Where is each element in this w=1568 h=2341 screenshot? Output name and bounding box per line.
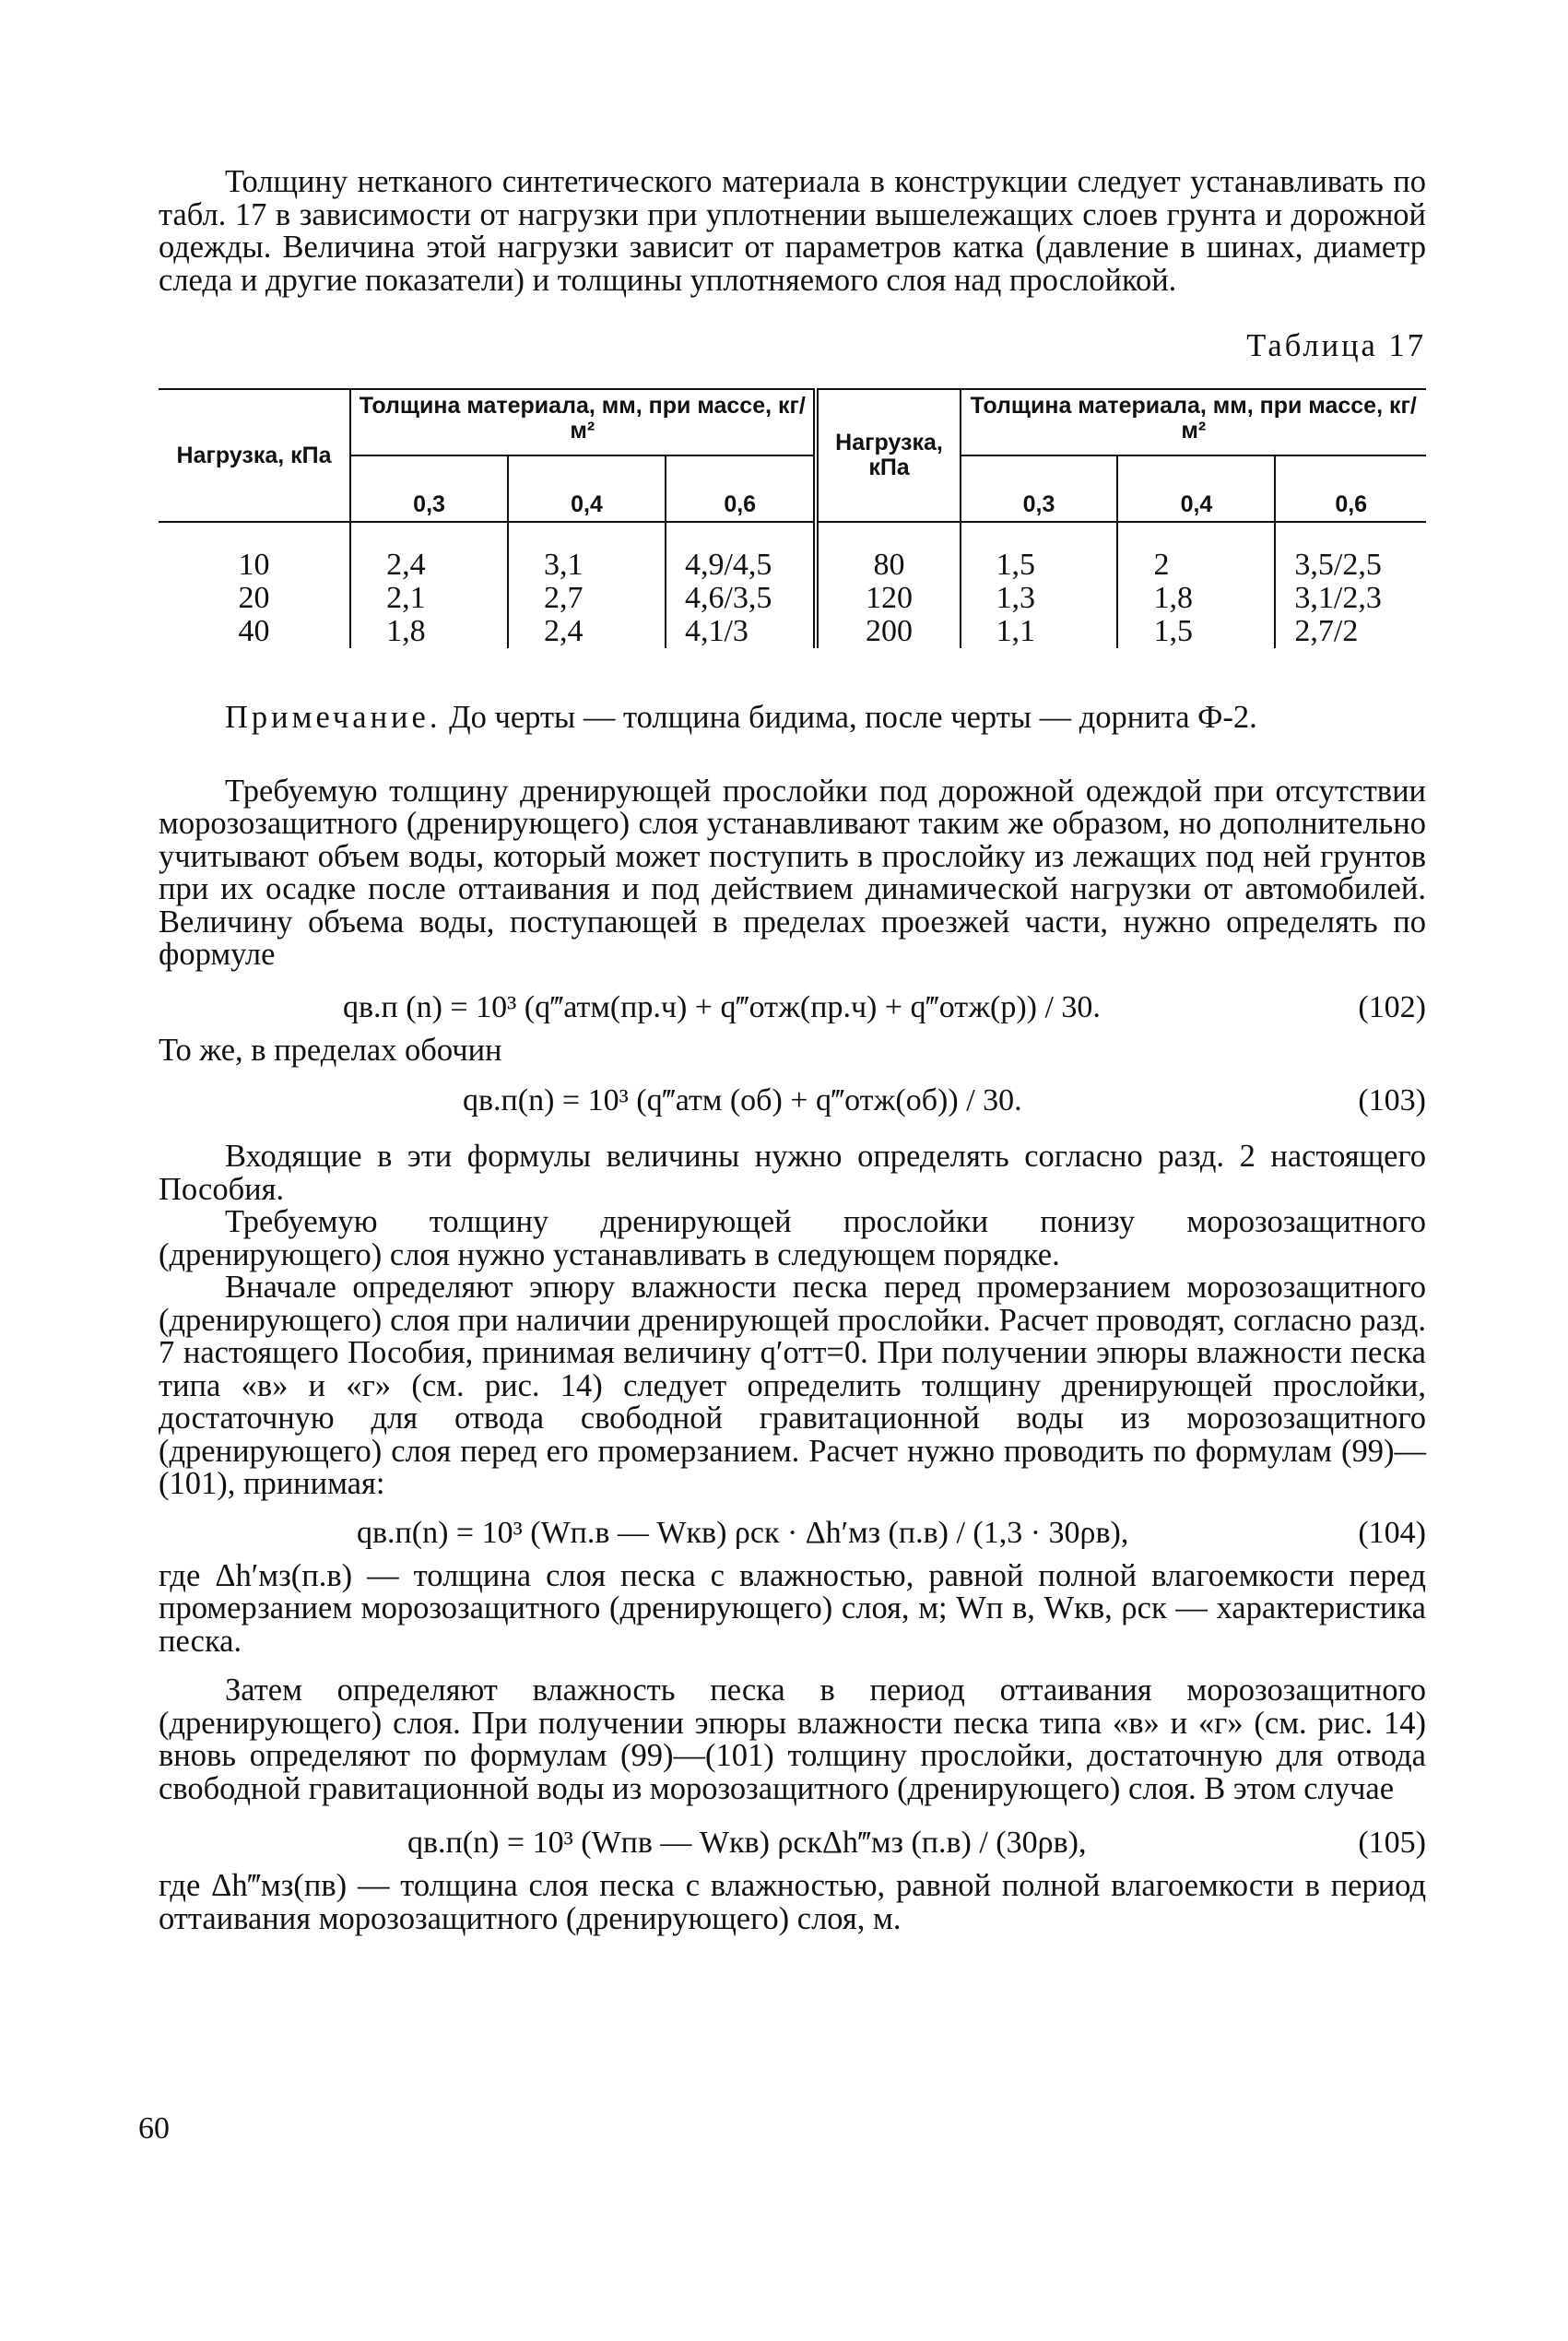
header-load-right: Нагрузка, кПа <box>816 389 960 522</box>
note-label: Примечание. <box>225 700 442 735</box>
paragraph-7: где Δh′мз(п.в) — толщина слоя песка с влажностью, равной полной влагоемкости перед промерзанием морозозащитного (дренирующего) слоя, м; Wп в, Wкв, ρск — характеристика песка. <box>159 1557 1426 1659</box>
paragraph-5: Требуемую толщину дренирующей прослойки понизу морозозащитного (дренирующего) слоя нужно устанавливать в следующем порядке. <box>159 1204 1426 1272</box>
formula-103 <box>159 1074 1426 1128</box>
header-thickness-right: Толщина материала, мм, при массе, кг/м² <box>961 389 1426 455</box>
formula-105-number: (105) <box>1358 1826 1426 1860</box>
header-mass-06-right: 0,6 <box>1275 455 1426 522</box>
load-cell-right: 80 120 200 <box>816 522 960 648</box>
header-mass-03-right: 0,3 <box>961 455 1118 522</box>
formula-104-number: (104) <box>1358 1515 1426 1550</box>
paragraph-8: Затем определяют влажность песка в период оттаивания морозозащитного (дренирующего) слоя. При получении эпюры влажности песка типа «в» и «г» (см. рис. 14) вновь определяют по формулам (99)—(101) толщину прослойки, достаточную для отвода свободной гравитационной воды из морозозащитного (дренирующего) слоя. В этом случае <box>159 1673 1426 1806</box>
formula-103-expression: qв.п(n) = 10³ (q‴атм (об) + q‴отж(об)) / 30. <box>463 1083 1022 1117</box>
paragraph-4: Входящие в эти формулы величины нужно определять согласно разд. 2 настоящего Пособия. <box>159 1139 1426 1207</box>
header-mass-04-left: 0,4 <box>508 455 666 522</box>
paragraph-3: То же, в пределах обочин <box>159 1032 502 1068</box>
formula-104-expression: qв.п(n) = 10³ (Wп.в — Wкв) ρск · Δh′мз (п.в) / (1,3 · 30ρв), <box>357 1515 1129 1550</box>
formula-105-expression: qв.п(n) = 10³ (Wпв — Wкв) ρскΔh‴мз (п.в) / (30ρв), <box>407 1826 1087 1860</box>
formula-102-number: (102) <box>1358 989 1426 1024</box>
paragraph-1: Толщину нетканого синтетического материала в конструкции следует устанавливать по табл. 17 в зависимости от нагрузки при уплотнении вышележащих слоев грунта и дорожной одежды. Величина этой нагрузки зависит от параметров катка (давление в шинах, диаметр следа и другие показатели) и толщины уплотняемого слоя над прослойкой. <box>159 164 1426 298</box>
header-mass-04-right: 0,4 <box>1117 455 1275 522</box>
table-17 <box>159 388 1426 648</box>
paragraph-6: Вначале определяют эпюру влажности песка перед промерзанием морозозащитного (дренирующего) слоя при наличии дренирующей прослойки. Расчет проводят, согласно разд. 7 настоящего Пособия, принимая величину q′отт=0. При получении эпюры влажности песка типа «в» и «г» (см. рис. 14) следует определить толщину дренирующей прослойки, достаточную для отвода свободной гравитационной воды из морозозащитного (дренирующего) слоя перед его промерзанием. Расчет нужно проводить по формулам (99)—(101), принимая: <box>159 1270 1426 1501</box>
table-caption: Таблица 17 <box>1246 328 1426 363</box>
header-mass-03-left: 0,3 <box>350 455 508 522</box>
formula-103-number: (103) <box>1358 1083 1426 1117</box>
value-cell-03-left: 2,4 2,1 1,8 <box>350 522 508 648</box>
value-cell-03-right: 1,5 1,3 1,1 <box>961 522 1118 648</box>
value-cell-06-right: 3,5/2,5 3,1/2,3 2,7/2 <box>1275 522 1426 648</box>
formula-104 <box>159 1507 1426 1560</box>
formula-102-expression: qв.п (n) = 10³ (q‴атм(пр.ч) + q‴отж(пр.ч) + q‴отж(р)) / 30. <box>343 989 1101 1024</box>
formula-102 <box>159 981 1426 1035</box>
header-load-left: Нагрузка, кПа <box>159 389 350 522</box>
paragraph-2: Требуемую толщину дренирующей прослойки под дорожной одеждой при отсутствии морозозащитного (дренирующего) слоя устанавливают таким же образом, но дополнительно учитывают объем воды, который может поступить в прослойку из лежащих под ней грунтов при их осадке после оттаивания и под действием динамической нагрузки от автомобилей. Величину объема воды, поступающей в пределах проезжей части, нужно определять по формуле <box>159 773 1426 972</box>
value-cell-06-left: 4,9/4,5 4,6/3,5 4,1/3 <box>666 522 817 648</box>
value-cell-04-right: 2 1,8 1,5 <box>1117 522 1275 648</box>
page-number: 60 <box>138 2111 170 2146</box>
table-note <box>159 702 1426 735</box>
note-text: До черты — толщина бидима, после черты — дорнита Ф-2. <box>449 700 1257 735</box>
load-cell-left: 10 20 40 <box>159 522 350 648</box>
value-cell-04-left: 3,1 2,7 2,4 <box>508 522 666 648</box>
header-thickness-left: Толщина материала, мм, при массе, кг/м² <box>350 389 816 455</box>
paragraph-9: где Δh‴мз(пв) — толщина слоя песка с влажностью, равной полной влагоемкости в период оттаивания морозозащитного (дренирующего) слоя, м. <box>159 1868 1426 1936</box>
formula-105 <box>159 1816 1426 1870</box>
header-mass-06-left: 0,6 <box>666 455 817 522</box>
page-content <box>159 166 1426 1935</box>
